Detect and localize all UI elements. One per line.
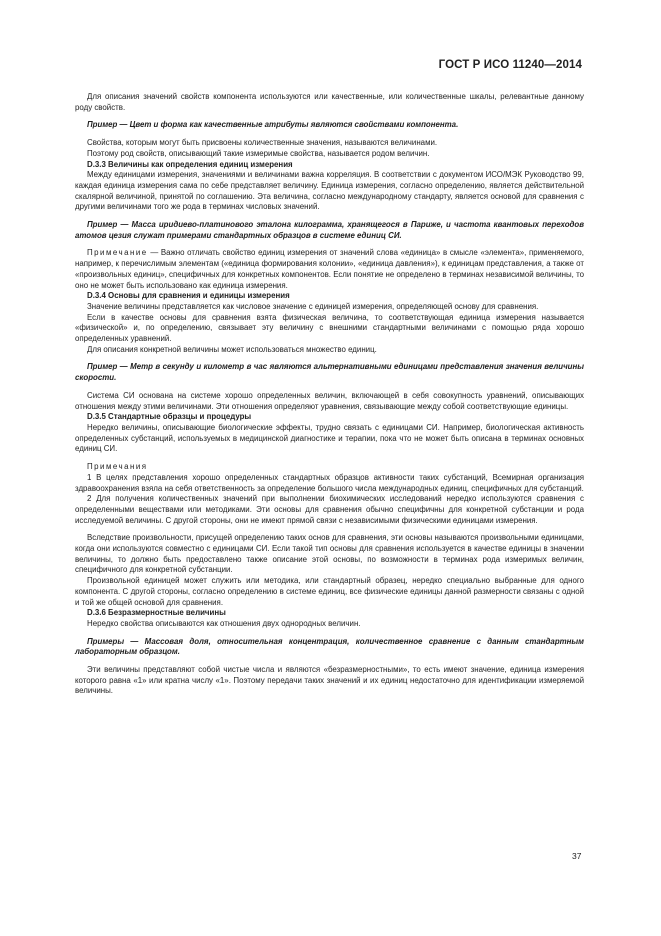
example: Пример — Метр в секунду и километр в час являются альтернативными единицами представления значения величины скорости. xyxy=(75,362,584,383)
paragraph: Нередко величины, описывающие биологические эффекты, трудно связать с единицами СИ. Например, биологическая активность определенных субстанций, используемых в медицинской диагностике и терапии, пока что не может быть описана в терминах основных единиц СИ. xyxy=(75,422,584,454)
paragraph: Произвольной единицей может служить или методика, или стандартный образец, нередко специально выбранные для одного компонента. С другой стороны, согласно определению в системе единиц, все физические единицы данной размерности связаны с одной и той же общей основой для сравнения. xyxy=(75,576,584,607)
paragraph: Поэтому род свойств, описывающий такие измеримые свойства, называется родом величин. xyxy=(87,148,430,158)
paragraph: Вследствие произвольности, присущей определению таких основ для сравнения, эти основы называются произвольными единицами, когда они используются совместно с единицами СИ. Если такой тип основы для сравнения используется в качестве единицы в значении величины, то должно быть предоставлено также описание этой основы, по возможности в терминах рода измеримых величин, специфичного для конкретной субстанции. xyxy=(75,533,584,575)
paragraph: Система СИ основана на системе хорошо определенных величин, включающей в себя совокупность уравнений, описывающих отношения между этими величинами. Эти отношения определяют уравнения, связывающие между собой соответствующие единицы. xyxy=(75,390,584,411)
paragraph: Между единицами измерения, значениями и величинами важна корреляция. В соответствии с документом ИСО/МЭК Руководство 99, каждая единица измерения сама по себе представляет величину. Единица измерения, согласно определению, является действительной скалярной величиной, принятой по соглашению. Эта величина, согласно международному стандарту, является основой для сравнения с другими величинами того же рода в терминах числовых значений. xyxy=(75,170,584,212)
paragraph: Значение величины представляется как числовое значение с единицей измерения, определяющей основу для сравнения. xyxy=(87,301,539,311)
paragraph: Для описания значений свойств компонента используются или качественные, или количественные шкалы, релевантные данному роду свойств. xyxy=(75,92,584,112)
section-heading: D.3.4 Основы для сравнения и единицы измерения xyxy=(87,291,290,301)
section-heading: D.3.3 Величины как определения единиц измерения xyxy=(87,159,293,169)
example: Пример — Цвет и форма как качественные атрибуты являются свойствами компонента. xyxy=(87,120,459,130)
document-body xyxy=(75,92,584,697)
example: Примеры — Массовая доля, относительная концентрация, количественное сравнение с данным стандартным лабораторным образцом. xyxy=(75,636,584,657)
paragraph: Если в качестве основы для сравнения взята физическая величина, то соответствующая единица измерения называется «физической» и, по определению, связывает эту величину с внешними стандартными величинами с помощью ряда хорошо определенных уравнений. xyxy=(75,312,584,344)
note-item: 2 Для получения количественных значений при выполнении биохимических исследований нередко используются сравнения с определенными веществами или методиками. Эти основы для сравнения обычно специфичны для конкретной субстанции и рода исследуемой величины. С другой стороны, они не имеют прямой связи с независимыми физическими единицами измерения. xyxy=(75,494,584,525)
paragraph: Для описания конкретной величины может использоваться множество единиц. xyxy=(87,344,377,354)
paragraph: Свойства, которым могут быть присвоены количественные значения, называются величинами. xyxy=(87,138,438,148)
paragraph: Нередко свойства описываются как отношения двух однородных величин. xyxy=(87,618,361,628)
document-header: ГОСТ Р ИСО 11240—2014 xyxy=(438,59,582,71)
paragraph: Эти величины представляют собой чистые числа и являются «безразмерностными», то есть имеют значение, единица измерения которого равна «1» или кратна числу «1». Поэтому передачи таких значений и их единиц недостаточно для идентификации измеряемой величины. xyxy=(75,665,584,696)
page-number: 37 xyxy=(572,851,582,861)
note xyxy=(75,248,584,291)
notes-label: Примечания xyxy=(87,462,148,472)
section-heading: D.3.6 Безразмерностные величины xyxy=(87,608,226,618)
example: Пример — Масса иридиево-платинового эталона килограмма, хранящегося в Париже, и частота квантовых переходов атомов цезия служат примерами стандартных образцов в системе единиц СИ. xyxy=(75,220,584,240)
section-heading: D.3.5 Стандартные образцы и процедуры xyxy=(87,412,252,422)
note-text: — Важно отличать свойство единиц измерения от значений слова «единица» в смысле «элемента», применяемого, например, к перечислимым элементам («единица формирования колонии», «единица давления»), к единицам представления, а также от «произвольных единиц», специфичных для конкретных компонентов. Если понятие не определено в терминах независимой величины, то оно не может быть использовано как единица измерения. xyxy=(75,248,584,290)
note-item: 1 В целях представления хорошо определенных стандартных образцов активности таких субстанций, Всемирная организация здравоохранения взяла на себя ответственность за определение большого числа международных единиц, специфичных для субстанций. xyxy=(75,472,584,493)
note-label: Примечание xyxy=(87,248,148,258)
